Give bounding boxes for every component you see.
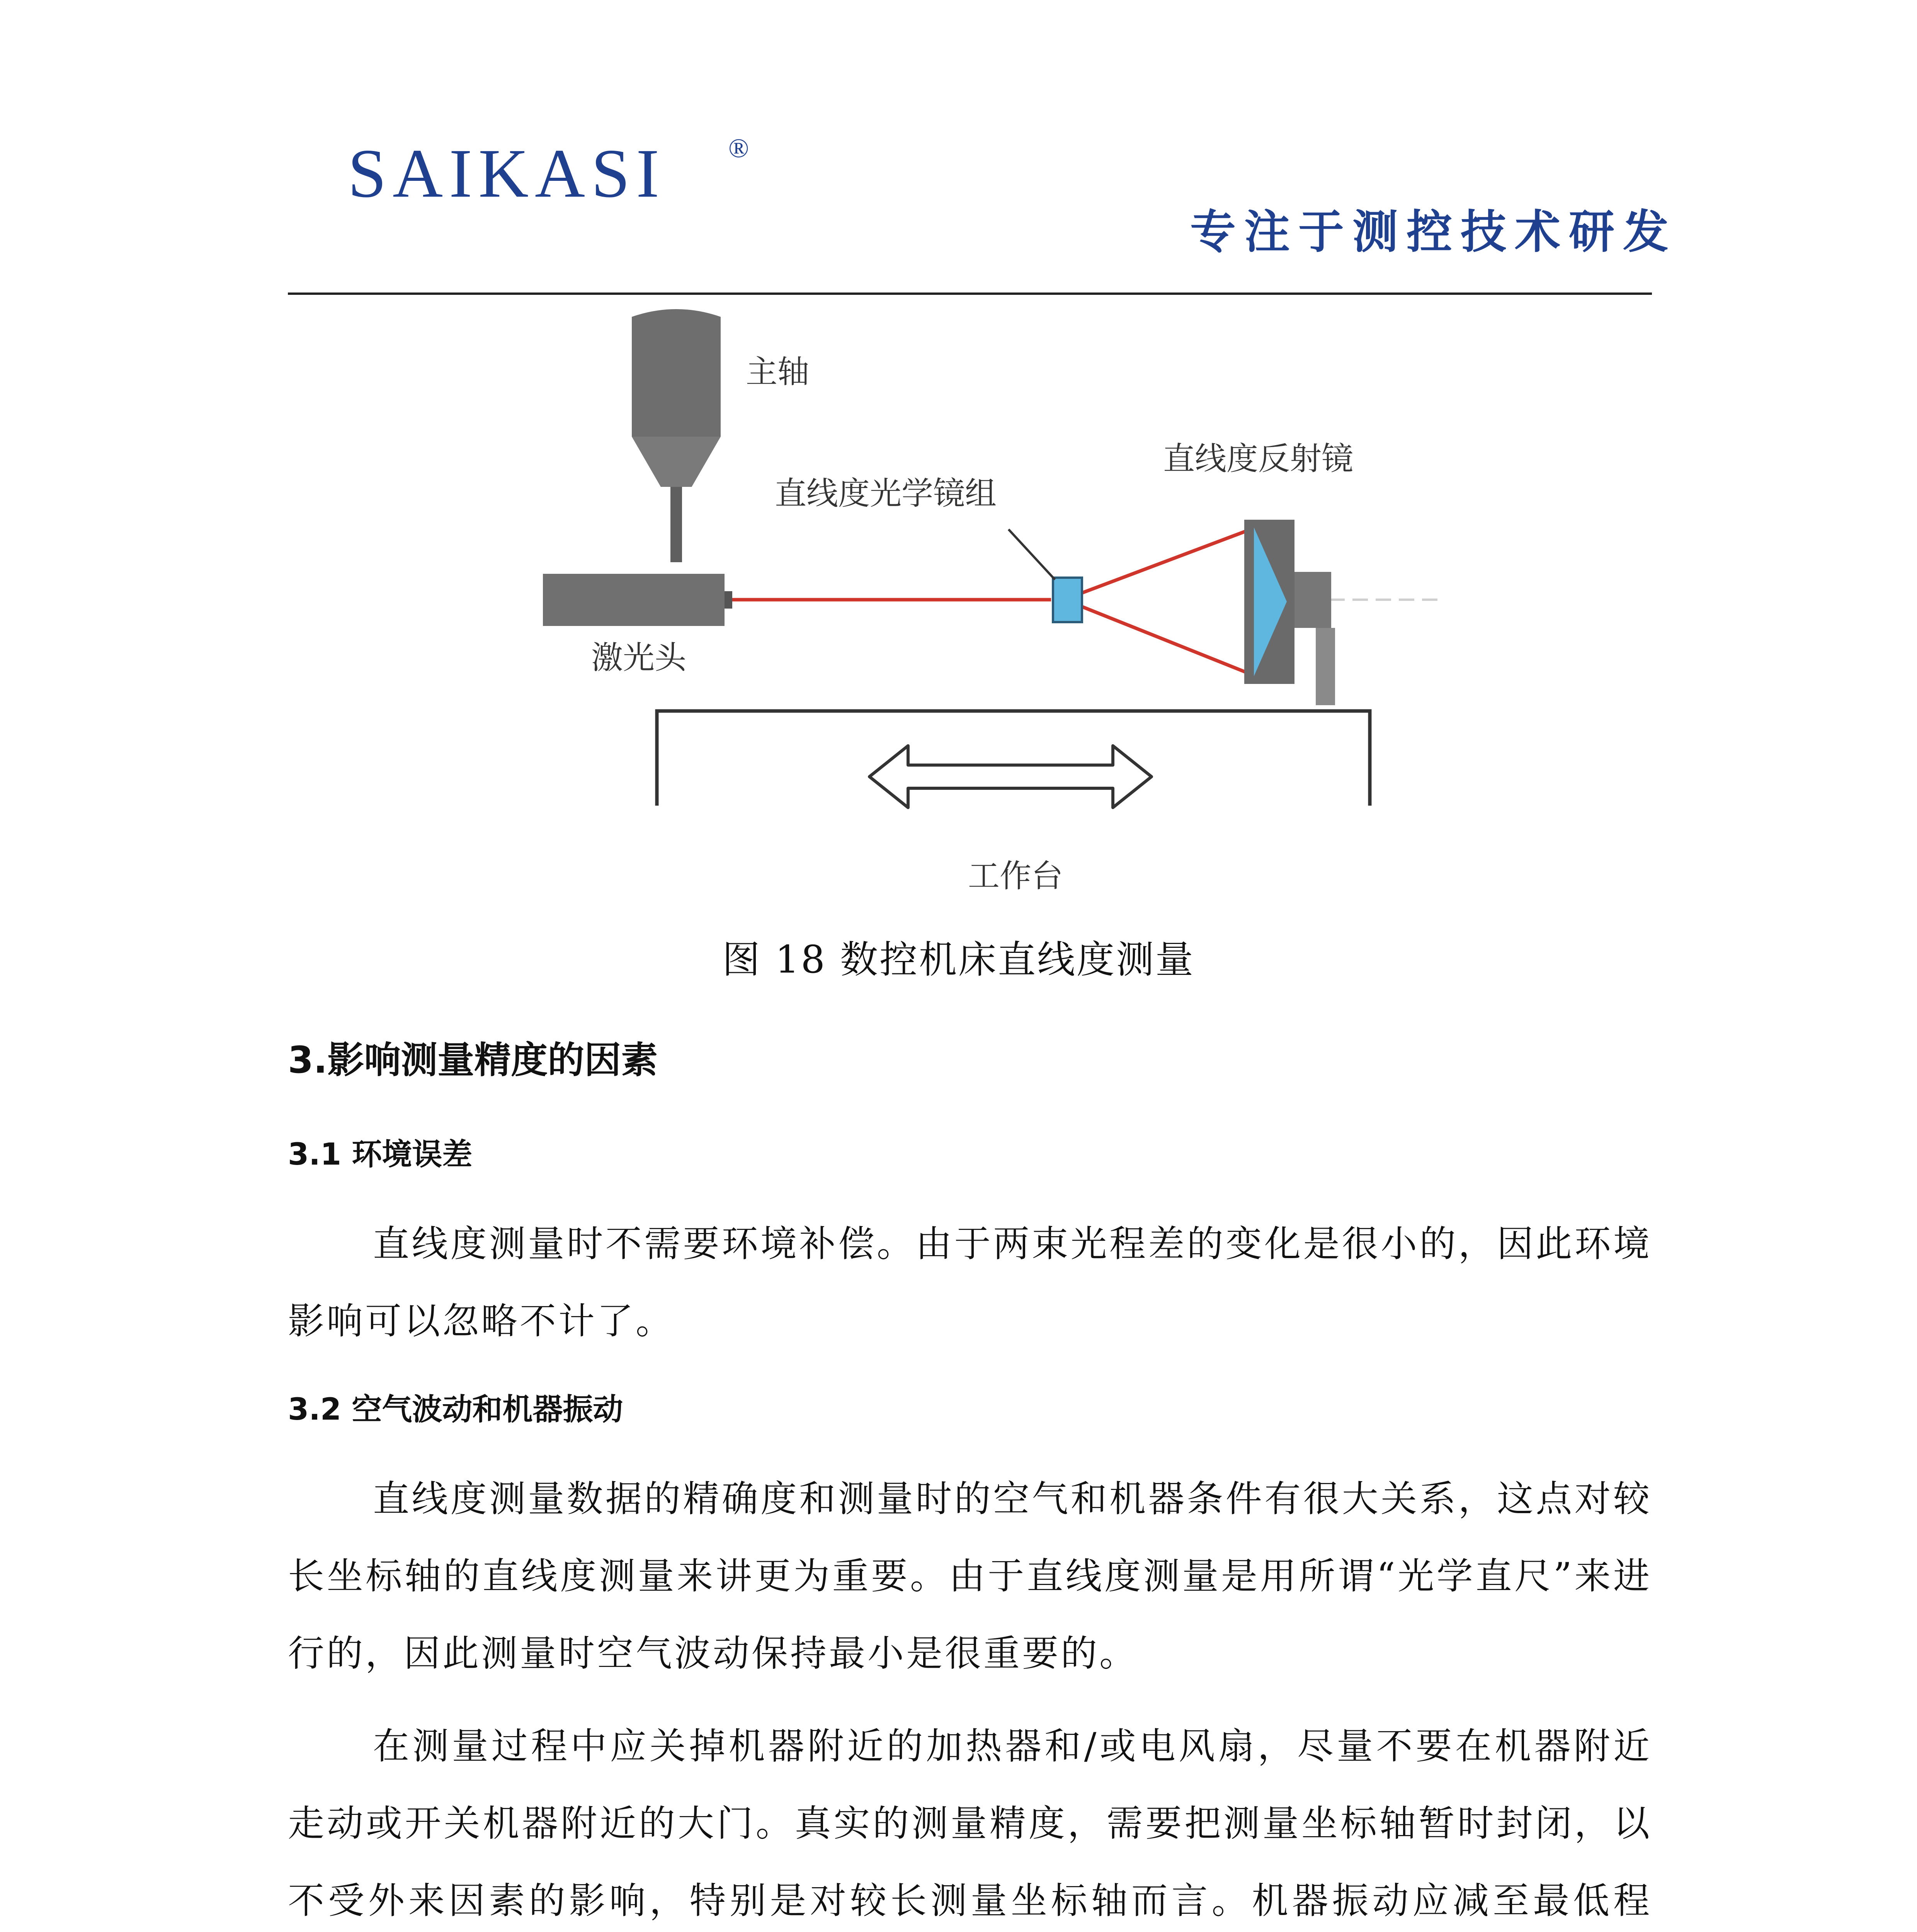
label-reflector: 直线度反射镜 — [1163, 440, 1354, 477]
header-slogan: 专注于测控技术研发 — [1190, 205, 1677, 259]
laser-beam-lower — [1074, 604, 1256, 676]
worktable-frame — [657, 711, 1370, 806]
label-optics: 直线度光学镜组 — [775, 475, 997, 512]
laser-head-shape — [543, 574, 725, 626]
label-worktable: 工作台 — [968, 858, 1063, 895]
paragraph: 在测量过程中应关掉机器附近的加热器和/或电风扇，尽量不要在机器附近走动或开关机器附近的大门。真实的测量精度，需要把测量坐标轴暂时封闭，以不受外来因素的影响，特别是对较长测量坐标轴而言。机器振动应减至最低程 — [288, 1725, 1652, 1922]
figure-caption: 图 18 数控机床直线度测量 — [722, 938, 1195, 982]
straightness-diagram — [502, 305, 1468, 916]
subsection-heading-vibration: 3.2 空气波动和机器振动 — [288, 1392, 623, 1427]
header-divider — [288, 293, 1652, 295]
double-arrow-icon — [869, 746, 1152, 808]
paragraph: 直线度测量数据的精确度和测量时的空气和机器条件有很大关系，这点对较长坐标轴的直线度测量来讲更为重要。由于直线度测量是用所谓“光学直尺”来进行的，因此测量时空气波动保持最小是很重要的。 — [288, 1478, 1652, 1675]
subsection-heading-env: 3.1 环境误差 — [288, 1137, 473, 1172]
spindle-shaft — [670, 487, 682, 562]
spindle-taper — [632, 437, 721, 487]
brand-logo: SAIKASI — [348, 135, 666, 212]
label-spindle: 主轴 — [746, 354, 810, 390]
laser-beam-upper — [1074, 527, 1256, 596]
section-heading: 3.影响测量精度的因素 — [288, 1039, 658, 1082]
label-laser-head: 激光头 — [591, 639, 687, 676]
optics-block — [1053, 578, 1082, 622]
spindle-body — [632, 309, 721, 437]
registered-mark: ® — [728, 134, 749, 163]
paragraph: 直线度测量时不需要环境补偿。由于两束光程差的变化是很小的，因此环境影响可以忽略不计了。 — [288, 1223, 1652, 1342]
